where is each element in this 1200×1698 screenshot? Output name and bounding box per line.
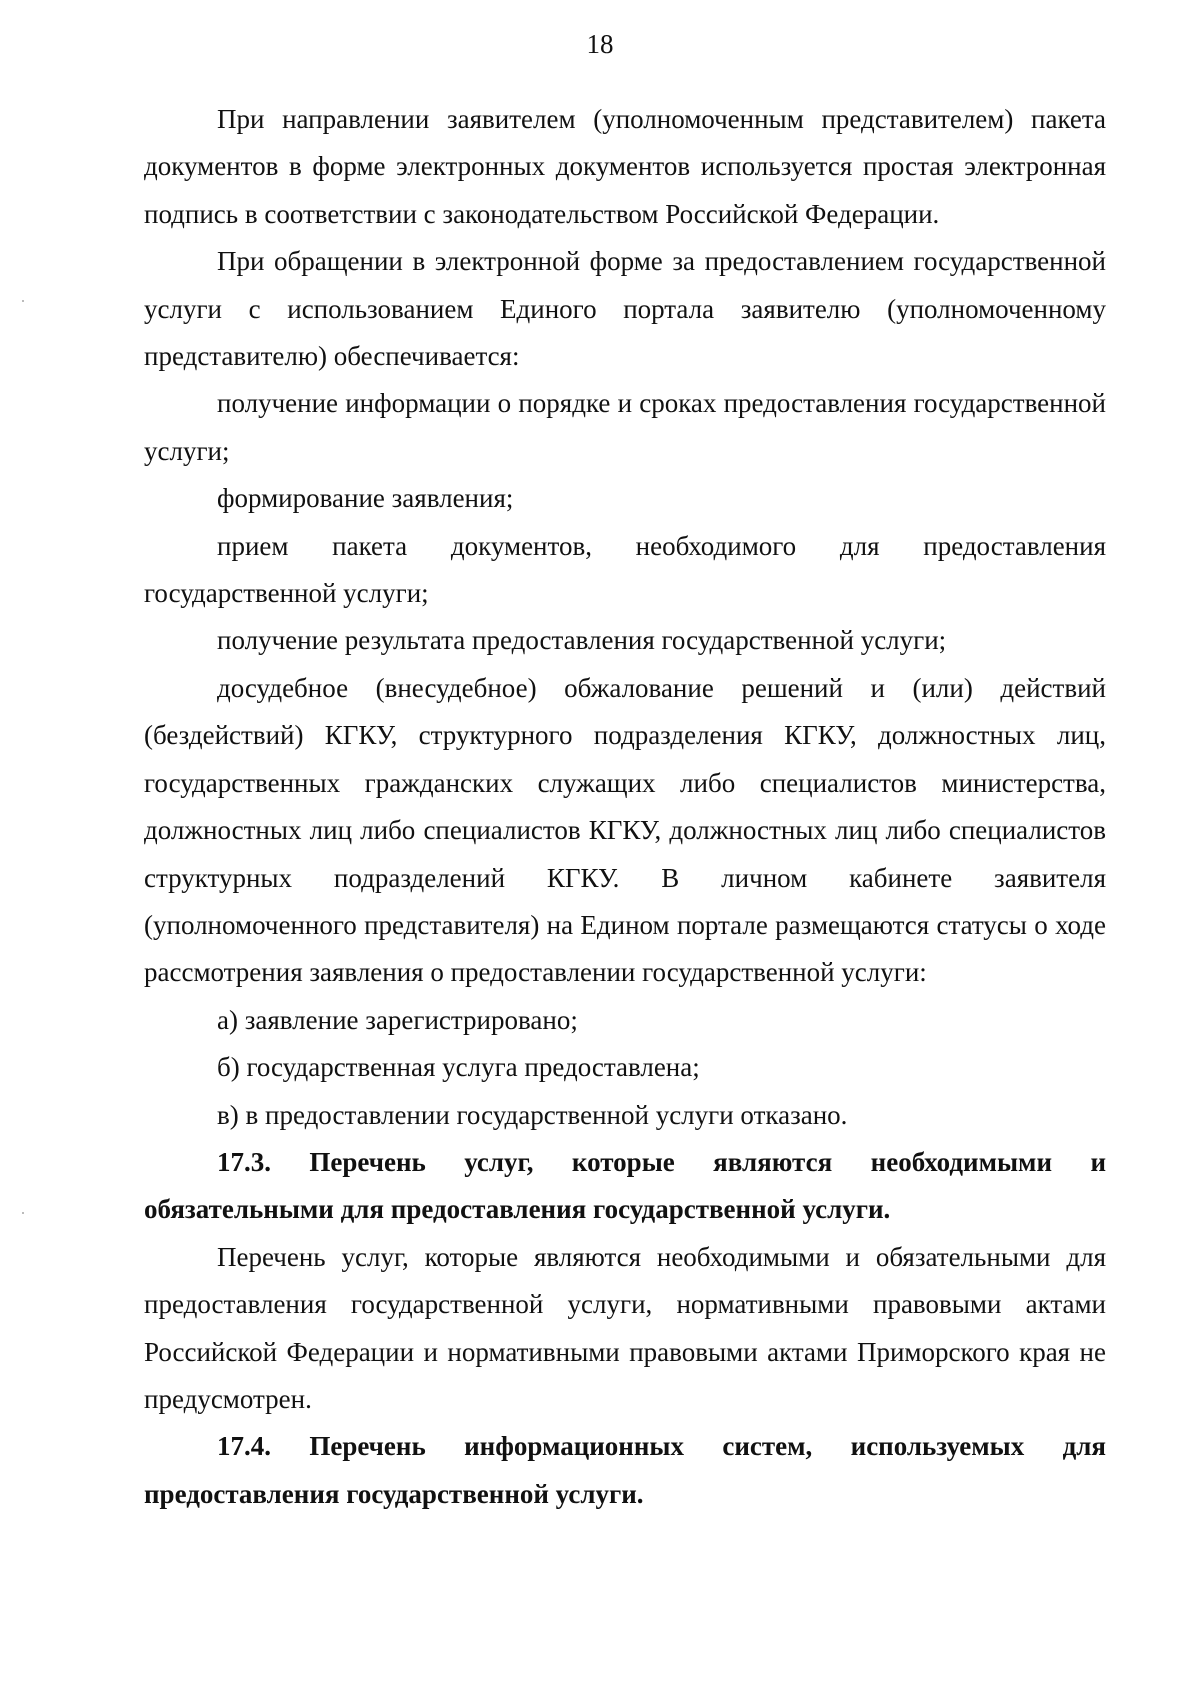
paragraph-portal-intro: При обращении в электронной форме за предоставлением государственной услуги с использованием Единого портала заявителю (уполномоченному представителю) обеспечивается: — [144, 246, 1106, 372]
list-item-info: получение информации о порядке и сроках предоставления государственной услуги; — [144, 388, 1106, 466]
section-heading-17-3: 17.3. Перечень услуг, которые являются необходимыми и обязательными для предоставления государственной услуги. — [144, 1146, 1106, 1225]
scan-mark — [22, 300, 24, 302]
status-item-a: а) заявление зарегистрировано; — [217, 1004, 578, 1035]
status-item-b: б) государственная услуга предоставлена; — [217, 1052, 700, 1083]
document-body — [144, 96, 1106, 1518]
paragraph-services-list: Перечень услуг, которые являются необходимыми и обязательными для предоставления государственной услуги, нормативными правовыми актами Российской Федерации и нормативными правовыми актами Приморского края не предусмотрен. — [144, 1241, 1106, 1414]
status-item-c: в) в предоставлении государственной услуги отказано. — [217, 1099, 848, 1130]
list-item-appeal: досудебное (внесудебное) обжалование решений и (или) действий (бездействий) КГКУ, структурного подразделения КГКУ, должностных лиц, государственных гражданских служащих либо специалистов министерства, должностных лиц либо специалистов КГКУ, должностных лиц либо специалистов структурных подразделений КГКУ. В личном кабинете заявителя (уполномоченного представителя) на Едином портале размещаются статусы о ходе рассмотрения заявления о предоставлении государственной услуги: — [144, 672, 1106, 988]
paragraph-signature: При направлении заявителем (уполномоченным представителем) пакета документов в форме электронных документов используется простая электронная подпись в соответствии с законодательством Российской Федерации. — [144, 104, 1106, 229]
list-item-form: формирование заявления; — [217, 483, 514, 514]
list-item-result: получение результата предоставления государственной услуги; — [217, 625, 947, 656]
scan-mark — [22, 1212, 24, 1214]
page-number: 18 — [586, 29, 614, 59]
list-item-package: прием пакета документов, необходимого для предоставления государственной услуги; — [144, 530, 1106, 609]
section-heading-17-4: 17.4. Перечень информационных систем, используемых для предоставления государственной услуги. — [144, 1431, 1106, 1509]
